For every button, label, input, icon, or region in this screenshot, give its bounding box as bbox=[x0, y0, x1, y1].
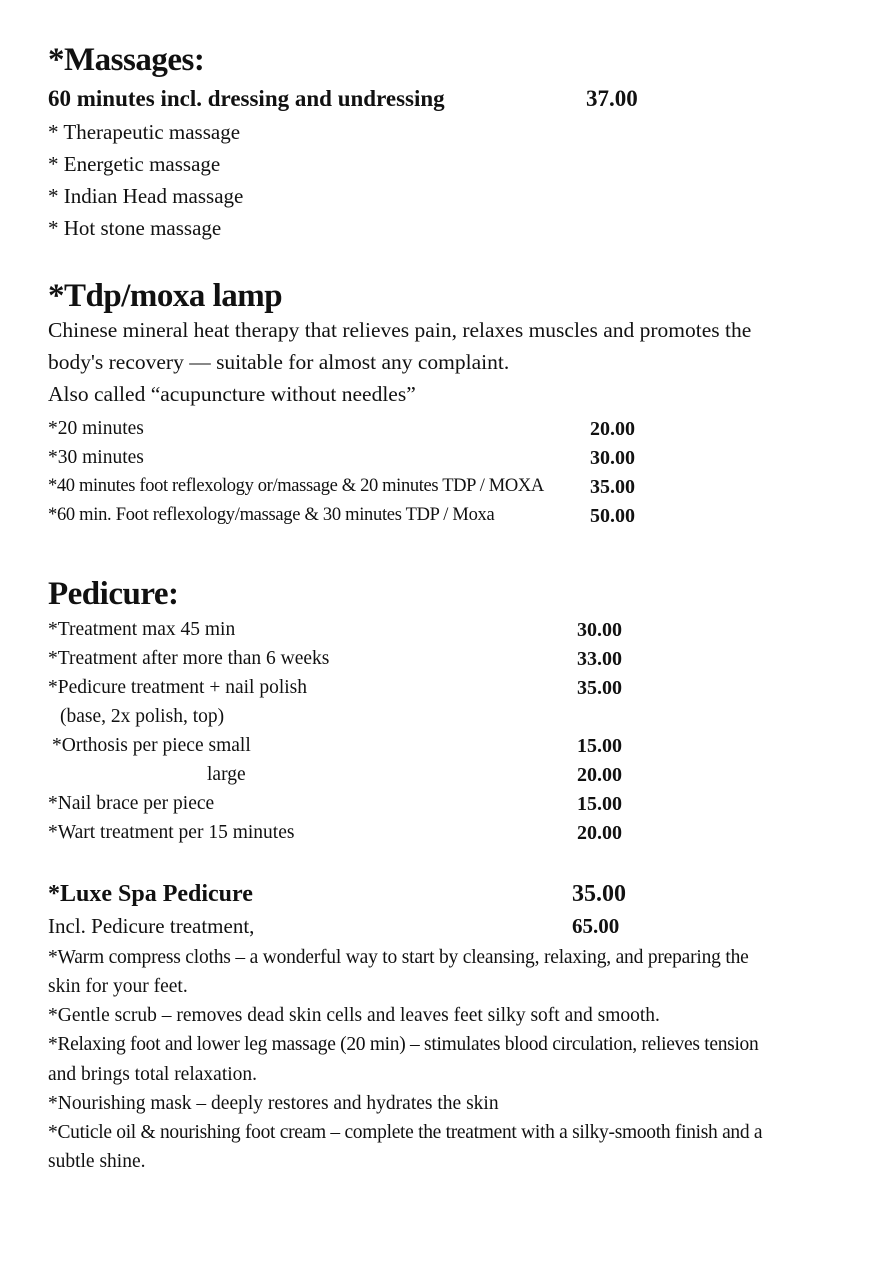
pedicure-row-price: 15.00 bbox=[577, 735, 622, 757]
pedicure-row-label: *Treatment max 45 min bbox=[48, 619, 236, 640]
pedicure-row-price: 20.00 bbox=[577, 822, 622, 844]
pedicure-row-price: 15.00 bbox=[577, 793, 622, 815]
tdp-row-price: 30.00 bbox=[590, 447, 635, 469]
tdp-row-price: 50.00 bbox=[590, 505, 635, 527]
luxe-line: *Warm compress cloths – a wonderful way to start by cleansing, relaxing, and preparing the bbox=[48, 947, 749, 968]
pedicure-row-label: large bbox=[207, 764, 246, 785]
massages-title: *Massages: bbox=[48, 42, 205, 78]
tdp-row-price: 20.00 bbox=[590, 418, 635, 440]
massages-duration-label: 60 minutes incl. dressing and undressing bbox=[48, 86, 445, 111]
luxe-title: *Luxe Spa Pedicure bbox=[48, 881, 253, 907]
massage-item: * Indian Head massage bbox=[48, 184, 244, 208]
luxe-line: *Nourishing mask – deeply restores and hydrates the skin bbox=[48, 1093, 499, 1114]
luxe-line: *Cuticle oil & nourishing foot cream – complete the treatment with a silky-smooth finish and a bbox=[48, 1122, 763, 1143]
pedicure-row-price: 20.00 bbox=[577, 764, 622, 786]
luxe-line: *Relaxing foot and lower leg massage (20 min) – stimulates blood circulation, relieves tension bbox=[48, 1034, 759, 1055]
pedicure-row-label: *Treatment after more than 6 weeks bbox=[48, 648, 330, 669]
luxe-incl-price: 65.00 bbox=[572, 914, 620, 938]
pedicure-row-label: *Nail brace per piece bbox=[48, 793, 215, 814]
pedicure-row-note: (base, 2x polish, top) bbox=[60, 706, 225, 727]
luxe-line: *Gentle scrub – removes dead skin cells and leaves feet silky soft and smooth. bbox=[48, 1005, 660, 1026]
massage-item: * Hot stone massage bbox=[48, 216, 222, 240]
massages-duration-price: 37.00 bbox=[586, 86, 638, 111]
tdp-title: *Tdp/moxa lamp bbox=[48, 278, 283, 314]
pedicure-row-label: *Orthosis per piece small bbox=[52, 735, 251, 756]
tdp-row-label: *60 min. Foot reflexology/massage & 30 minutes TDP / Moxa bbox=[48, 505, 495, 525]
tdp-row-price: 35.00 bbox=[590, 476, 635, 498]
luxe-line: subtle shine. bbox=[48, 1151, 146, 1172]
tdp-row-label: *30 minutes bbox=[48, 447, 144, 468]
pedicure-row-label: *Wart treatment per 15 minutes bbox=[48, 822, 295, 843]
tdp-description: Chinese mineral heat therapy that relieves pain, relaxes muscles and promotes the bbox=[48, 318, 752, 342]
luxe-incl-label: Incl. Pedicure treatment, bbox=[48, 914, 255, 938]
massage-item: * Energetic massage bbox=[48, 152, 221, 176]
pedicure-row-price: 35.00 bbox=[577, 677, 622, 699]
massage-item: * Therapeutic massage bbox=[48, 120, 241, 144]
tdp-row-label: *40 minutes foot reflexology or/massage & 20 minutes TDP / MOXA bbox=[48, 476, 544, 496]
pedicure-row-label: *Pedicure treatment + nail polish bbox=[48, 677, 308, 698]
luxe-title-price: 35.00 bbox=[572, 881, 626, 907]
tdp-description: body's recovery — suitable for almost any complaint. bbox=[48, 350, 510, 374]
pedicure-row-price: 33.00 bbox=[577, 648, 622, 670]
luxe-line: and brings total relaxation. bbox=[48, 1064, 258, 1085]
luxe-line: skin for your feet. bbox=[48, 976, 188, 997]
tdp-row-label: *20 minutes bbox=[48, 418, 144, 439]
pedicure-title: Pedicure: bbox=[48, 576, 179, 612]
tdp-description: Also called “acupuncture without needles” bbox=[48, 382, 416, 406]
pedicure-row-price: 30.00 bbox=[577, 619, 622, 641]
